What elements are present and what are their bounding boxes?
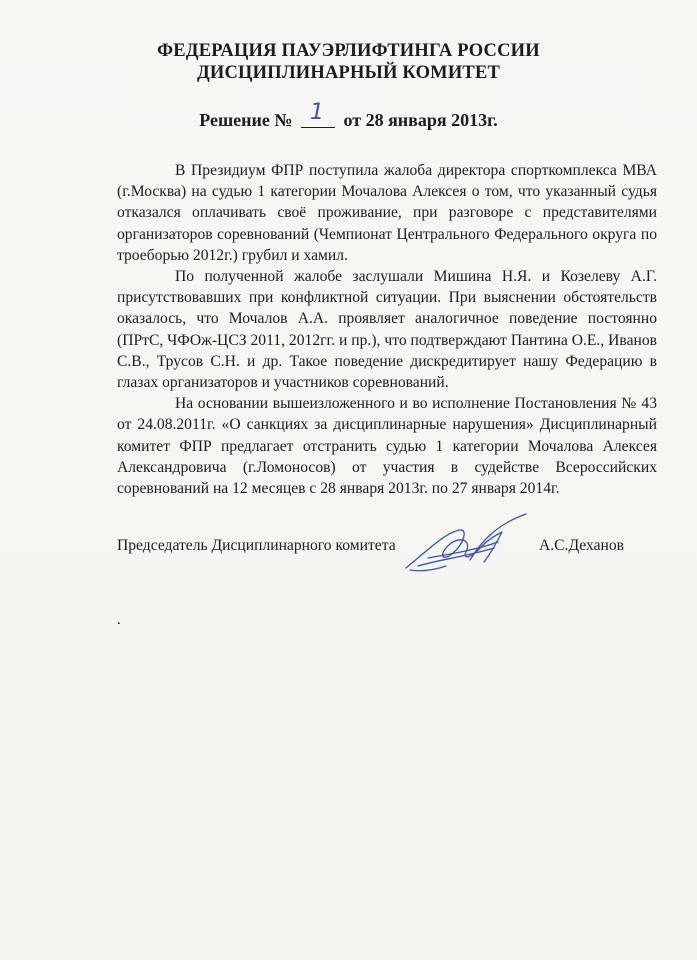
signatory-role: Председатель Дисциплинарного комитета <box>117 537 396 554</box>
decision-number-slot <box>301 100 335 128</box>
signatory-name: А.С.Деханов <box>539 537 625 554</box>
signature-line <box>117 536 657 560</box>
paragraph-resolution: На основании вышеизложенного и во исполнение Постановления № 43 от 24.08.2011г. «О санкциях за дисциплинарные нарушения» Дисциплинарный комитет ФПР предлагает отстранить судью 1 категории Мочалова Алексея Александровича (г.Ломоносов) от участия в судействе Всероссийских соревнований на 12 месяцев с 28 января 2013г. по 27 января 2014г. <box>117 395 657 498</box>
decision-body <box>117 160 657 499</box>
decision-heading <box>0 100 697 132</box>
org-title: ФЕДЕРАЦИЯ ПАУЭРЛИФТИНГА РОССИИ <box>157 41 540 61</box>
footer-mark: . <box>117 612 121 628</box>
decision-number-handwritten: 1 <box>309 100 324 125</box>
decision-date: от 28 января 2013г. <box>343 110 498 130</box>
committee-title: ДИСЦИПЛИНАРНЫЙ КОМИТЕТ <box>196 63 501 83</box>
decision-prefix: Решение № <box>199 110 293 130</box>
paragraph-complaint: В Президиум ФПР поступила жалоба директора спорткомплекса МВА (г.Москва) на судью 1 категории Мочалова Алексея о том, что указанный судья отказался оплачивать своё проживание, при разговоре с представителями организаторов соревнований (Чемпионат Центрального Федерального округа по троеборью 2012г.) грубил и хамил. <box>117 162 657 264</box>
paragraph-hearing: По полученной жалобе заслушали Мишина Н.Я. и Козелеву А.Г. присутствовавших при конфликтной ситуации. При выяснении обстоятельств оказалось, что Мочалов А.А. проявляет аналогичное поведение постоянно (ПРтС, ЧФОж-ЦСЗ 2011, 2012гг. и пр.), что подтверждают Пантина О.Е., Иванов С.В., Трусов С.Н. и др. Такое поведение дискредитирует нашу Федерацию в глазах организаторов и участников соревнований. <box>117 268 657 392</box>
handwritten-signature <box>398 510 538 580</box>
